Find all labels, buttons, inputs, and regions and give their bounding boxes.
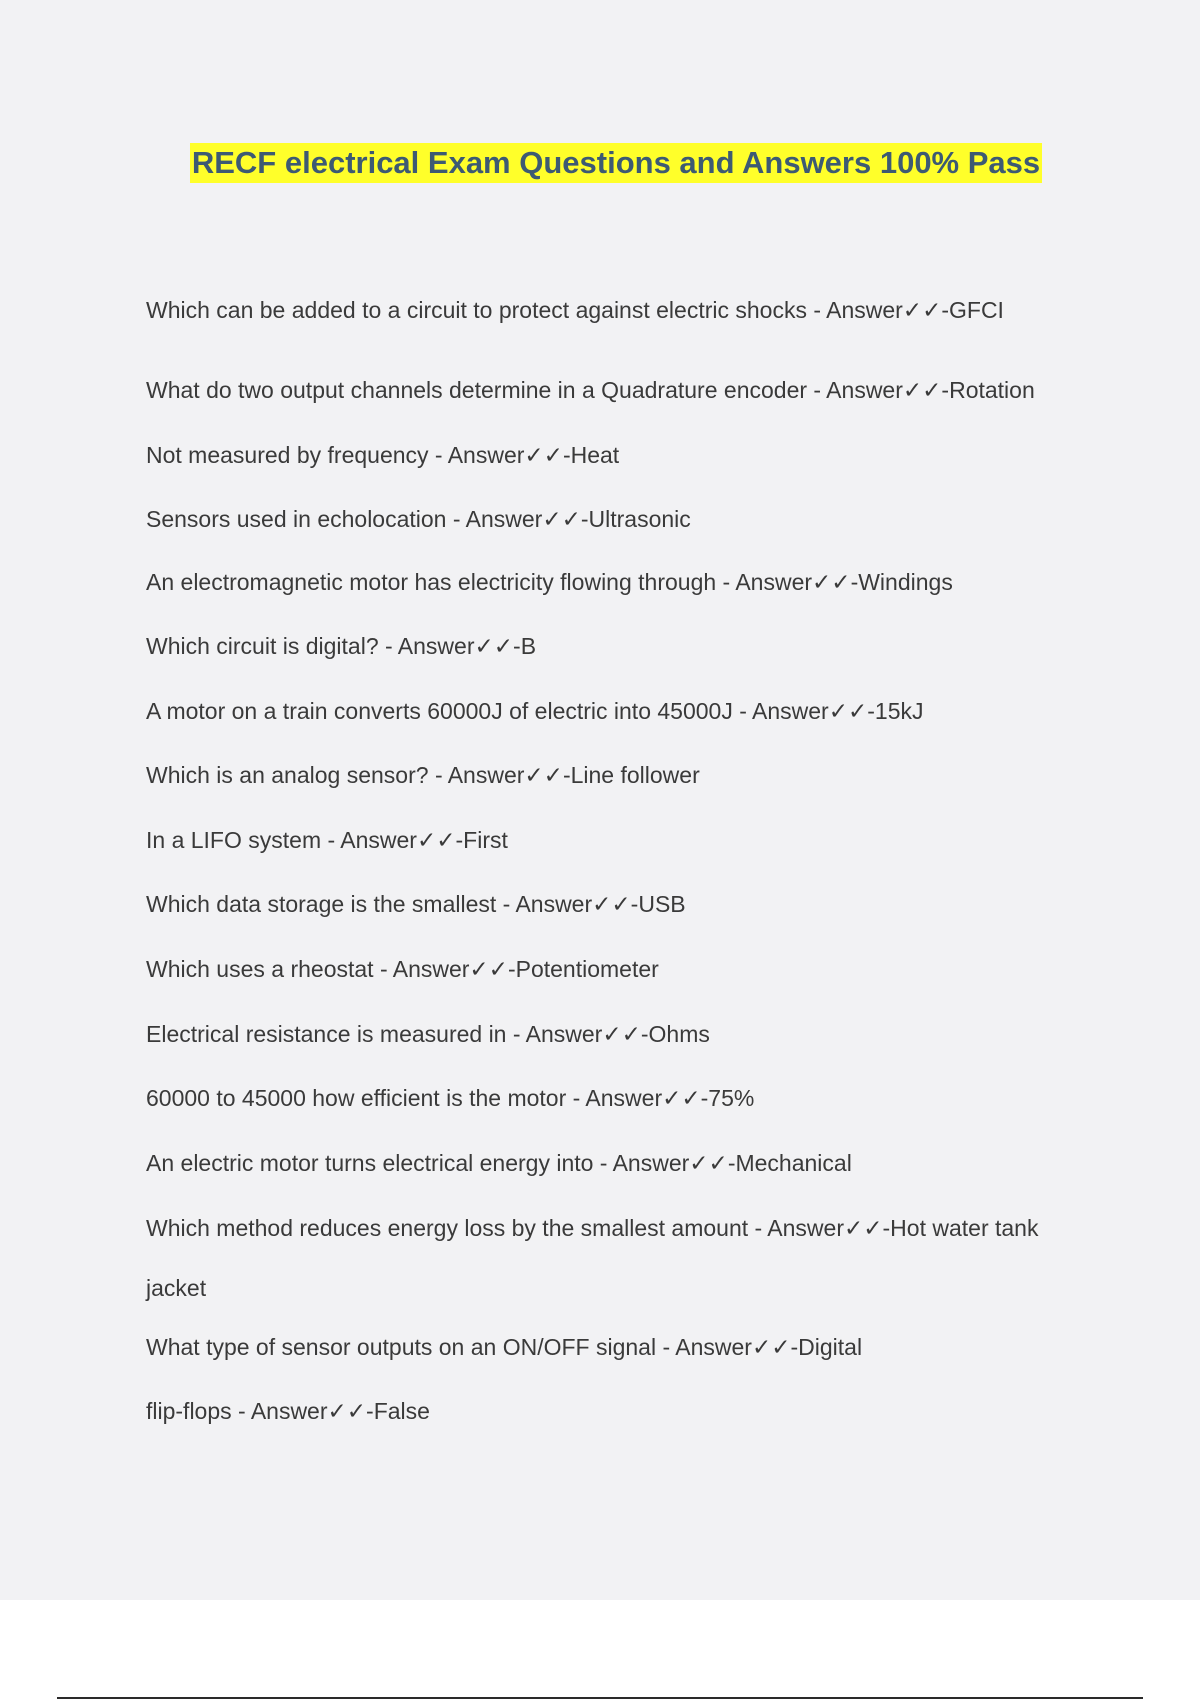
qa-line: Which is an analog sensor? - Answer✓✓-Line follower: [146, 762, 700, 788]
qa-line: A motor on a train converts 60000J of electric into 45000J - Answer✓✓-15kJ: [146, 698, 924, 724]
qa-line: jacket: [146, 1275, 207, 1301]
qa-line: 60000 to 45000 how efficient is the motor - Answer✓✓-75%: [146, 1085, 755, 1111]
qa-line: Which circuit is digital? - Answer✓✓-B: [146, 633, 537, 659]
qa-line: An electric motor turns electrical energy into - Answer✓✓-Mechanical: [146, 1150, 852, 1176]
qa-line: Electrical resistance is measured in - Answer✓✓-Ohms: [146, 1021, 710, 1047]
title-container: [0, 143, 1200, 183]
qa-line: flip-flops - Answer✓✓-False: [146, 1398, 430, 1424]
footer-divider: [57, 1697, 1143, 1699]
qa-line: Sensors used in echolocation - Answer✓✓-Ultrasonic: [146, 506, 691, 532]
qa-line: Not measured by frequency - Answer✓✓-Heat: [146, 442, 620, 468]
qa-line: Which data storage is the smallest - Answer✓✓-USB: [146, 891, 686, 917]
qa-line: What do two output channels determine in a Quadrature encoder - Answer✓✓-Rotation: [146, 377, 1035, 403]
qa-line: Which uses a rheostat - Answer✓✓-Potentiometer: [146, 956, 659, 982]
qa-line: Which method reduces energy loss by the smallest amount - Answer✓✓-Hot water tank: [146, 1215, 1039, 1241]
document-title: RECF electrical Exam Questions and Answers 100% Pass: [190, 143, 1042, 183]
qa-line: Which can be added to a circuit to protect against electric shocks - Answer✓✓-GFCI: [146, 297, 1004, 323]
qa-line: What type of sensor outputs on an ON/OFF signal - Answer✓✓-Digital: [146, 1334, 863, 1360]
qa-line: In a LIFO system - Answer✓✓-First: [146, 827, 508, 853]
qa-line: An electromagnetic motor has electricity flowing through - Answer✓✓-Windings: [146, 569, 953, 595]
